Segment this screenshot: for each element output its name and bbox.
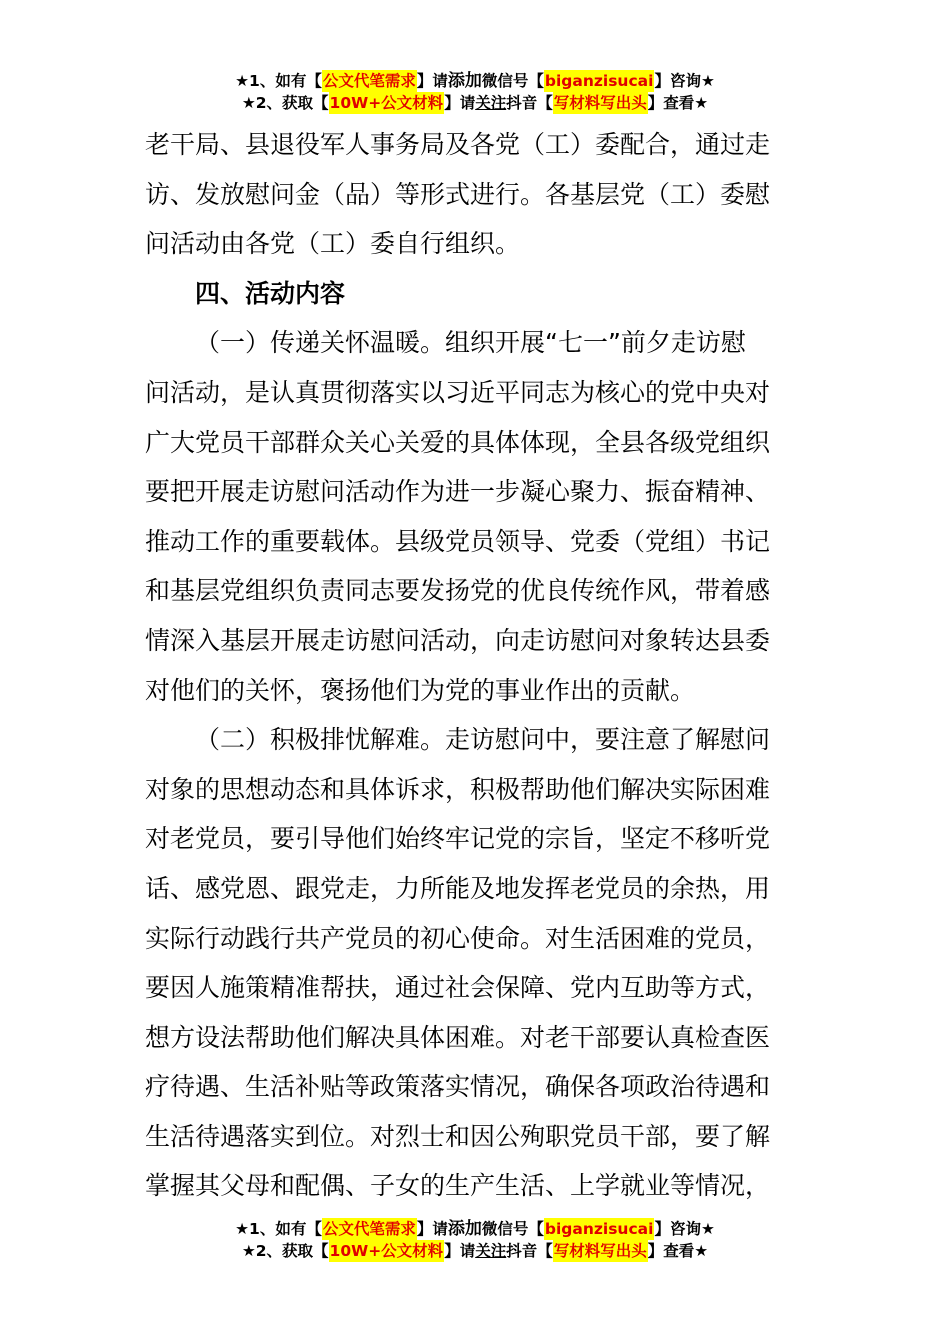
promo-text: 微信号【 <box>481 72 544 90</box>
promo-text: 】查看★ <box>647 94 709 112</box>
paragraph-line: 对象的思想动态和具体诉求，积极帮助他们解决实际困难 <box>145 774 771 804</box>
document-body <box>145 120 815 1211</box>
promo-emphasis: 添加 <box>447 1219 482 1239</box>
paragraph-line: 实际行动践行共产党员的初心使命。对生活困难的党员， <box>145 923 771 953</box>
promo-emphasis: 关注 <box>475 94 507 112</box>
promo-line-2 <box>0 1240 950 1262</box>
promo-text: 】请 <box>416 1220 448 1238</box>
paragraph-line: 情深入基层开展走访慰问活动，向走访慰问对象转达县委 <box>145 625 771 655</box>
promo-text: ★2、获取【 <box>241 94 329 112</box>
paragraph-line: 生活待遇落实到位。对烈士和因公殉职党员干部，要了解 <box>145 1121 771 1151</box>
promo-emphasis: 关注 <box>475 1242 507 1260</box>
promo-text: 抖音【 <box>506 94 553 112</box>
promo-highlight: 公文代笔需求 <box>322 72 416 90</box>
promo-highlight: 10W+公文材料 <box>329 94 444 112</box>
promo-banner-bottom <box>0 1218 950 1262</box>
promo-highlight: 10W+公文材料 <box>329 1242 444 1260</box>
promo-highlight: 公文代笔需求 <box>322 1220 416 1238</box>
promo-highlight: biganzisucai <box>544 1220 654 1238</box>
promo-text: 】咨询★ <box>654 72 715 90</box>
paragraph-line: 要因人施策精准帮扶，通过社会保障、党内互助等方式， <box>145 973 771 1003</box>
paragraph-line: （二）积极排忧解难。走访慰问中，要注意了解慰问 <box>195 725 771 755</box>
paragraph-line: 掌握其父母和配偶、子女的生产生活、上学就业等情况， <box>145 1171 771 1201</box>
promo-line-1 <box>0 70 950 92</box>
promo-text: 】查看★ <box>647 1242 709 1260</box>
promo-text: 】咨询★ <box>654 1220 715 1238</box>
paragraph-line: 对老党员，要引导他们始终牢记党的宗旨，坚定不移听党 <box>145 824 771 854</box>
paragraph-line: 推动工作的重要载体。县级党员领导、党委（党组）书记 <box>145 526 771 556</box>
body-line: 访、发放慰问金（品）等形式进行。各基层党（工）委慰 <box>145 179 771 209</box>
section-heading: 四、活动内容 <box>195 278 346 308</box>
paragraph-line: 要把开展走访慰问活动作为进一步凝心聚力、振奋精神、 <box>145 477 771 507</box>
paragraph-line: 和基层党组织负责同志要发扬党的优良传统作风，带着感 <box>145 576 771 606</box>
promo-banner-top <box>0 70 950 114</box>
paragraph-line: 想方设法帮助他们解决具体困难。对老干部要认真检查医 <box>145 1022 771 1052</box>
promo-line-2 <box>0 92 950 114</box>
promo-emphasis: 添加 <box>447 71 482 91</box>
promo-highlight: biganzisucai <box>544 72 654 90</box>
promo-highlight: 写材料写出头 <box>553 1242 647 1260</box>
promo-line-1 <box>0 1218 950 1240</box>
paragraph-line: 疗待遇、生活补贴等政策落实情况，确保各项政治待遇和 <box>145 1072 771 1102</box>
paragraph-line: 对他们的关怀，褒扬他们为党的事业作出的贡献。 <box>145 675 696 705</box>
body-line: 老干局、县退役军人事务局及各党（工）委配合，通过走 <box>145 130 771 159</box>
promo-highlight: 写材料写出头 <box>553 94 647 112</box>
paragraph-line: 广大党员干部群众关心关爱的具体体现，全县各级党组织 <box>145 427 771 457</box>
promo-text: 】请 <box>444 94 476 112</box>
body-line: 问活动由各党（工）委自行组织。 <box>145 229 521 259</box>
paragraph-line: 话、感党恩、跟党走，力所能及地发挥老党员的余热，用 <box>145 873 771 903</box>
promo-text: ★1、如有【 <box>235 1220 322 1238</box>
promo-text: 抖音【 <box>506 1242 553 1260</box>
promo-text: 】请 <box>416 72 448 90</box>
promo-text: 】请 <box>444 1242 476 1260</box>
promo-text: ★2、获取【 <box>241 1242 329 1260</box>
promo-text: ★1、如有【 <box>235 72 322 90</box>
promo-text: 微信号【 <box>481 1220 544 1238</box>
paragraph-line: 问活动，是认真贯彻落实以习近平同志为核心的党中央对 <box>145 377 771 407</box>
paragraph-line: （一）传递关怀温暖。组织开展“七一”前夕走访慰 <box>195 328 746 358</box>
